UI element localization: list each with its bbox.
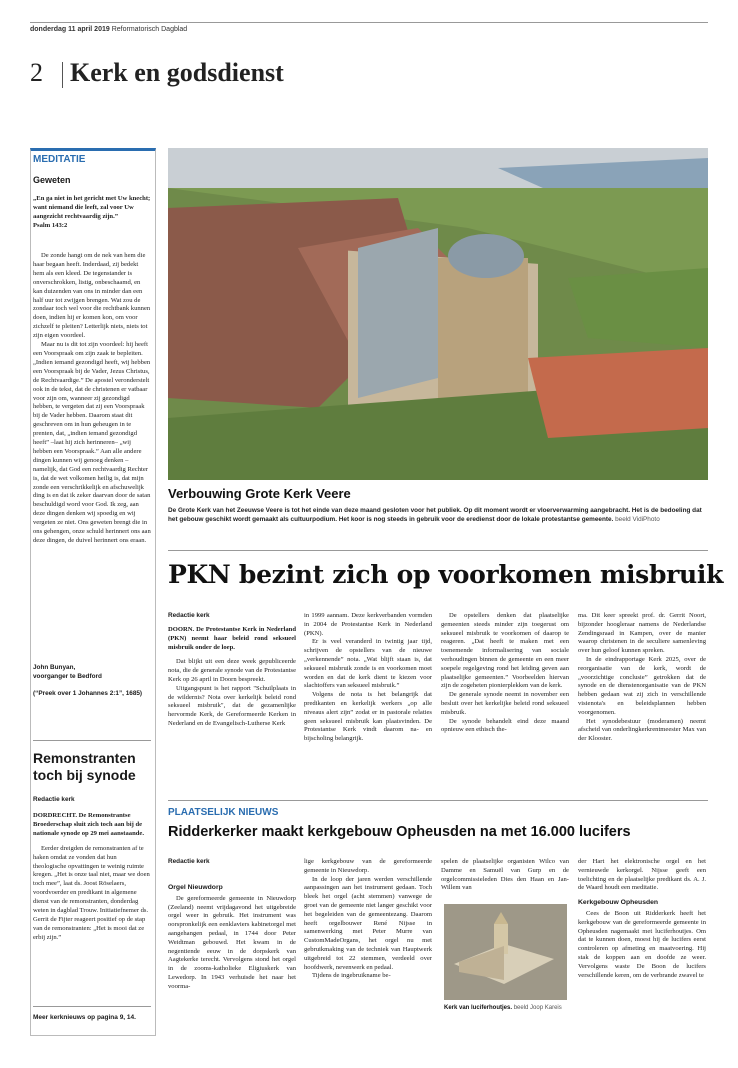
section-title: Kerk en godsdienst bbox=[70, 58, 284, 87]
more-news-link[interactable]: Meer kerknieuws op pagina 9, 14. bbox=[33, 1014, 136, 1021]
meditatie-quote: „En ga niet in het gericht met Uw knecht; want niemand die leeft, zal voor Uw aangezicht rechtvaardig zijn.” Psalm 143:2 bbox=[33, 195, 151, 229]
divider bbox=[168, 800, 708, 801]
pkn-col-2: in 1999 aannam. Deze kerkverbanden vormden in 2004 de Protestantse Kerk in Nederland (PKN). Er is veel veranderd in twintig jaar tijd, schrijven de opstellers van de nieuwe „verkennende” nota. „Wat blijft staan is, dat seksueel misbruik zonde is en voorkomen moet worden en dat de kerk dient te kiezen voor slachtoffers van seksueel misbruik.” Volgens de nota is het belangrijk dat predikanten en kerkelijk werkers „op alle niveaus alert zijn” zodat er in pastorale relaties geen seksueel misbruik kan plaatsvinden. De Protestantse Kerk vindt daarom na- en bijscholing belangrijk. bbox=[304, 612, 432, 743]
dateline: donderdag 11 april 2019 Reformatorisch Dagblad bbox=[30, 22, 708, 33]
meditatie-label: MEDITATIE bbox=[33, 154, 86, 165]
meditatie-author: John Bunyan, voorganger te Bedford (“Preek over 1 Johannes 2:1”, 1685) bbox=[33, 664, 143, 697]
aerial-photo bbox=[168, 148, 708, 480]
page-number: 2 bbox=[30, 58, 43, 87]
organ-caption: Kerk van luciferhoutjes. beeld Joop Kareis bbox=[444, 1005, 562, 1011]
plaatselijk-col-2: lige kerkgebouw van de gereformeerde gemeente in Nieuwdorp. In de loop der jaren werden verschillende aanpassingen aan het instrument gedaan. Toch bleek het orgel (acht stemmen) vanwege de groei van de gemeente niet langer geschikt voor het begeleiden van de gemeentezang. Daarom heeft orgelbouwer René Nijsse in samenwerking met Peter Murre van CustomMadeOrgans, het orgel nu met gebruikmaking van de techniek van Hauptwerk uitgebreid tot 22 stemmen, verdeeld over hoofdwerk, nevenwerk en pedaal. Tijdens de ingebruikname be- bbox=[304, 858, 432, 980]
sidebar-divider bbox=[33, 740, 151, 741]
remonstranten-headline: Remonstranten toch bij synode bbox=[33, 750, 136, 783]
divider bbox=[168, 550, 708, 551]
plaatselijk-label: PLAATSELIJK NIEUWS bbox=[168, 807, 279, 818]
pkn-col-3: De opstellers denken dat plaatselijke gemeenten steeds minder zijn toegerust om seksueel misbruik te voorkomen of daarop te reageren. „Dat heeft te maken met een toenemende informalisering van sociale verhoudingen binnen de gemeente en een meer soepele regelgeving rond het leiding geven aan plaatselijke gemeenten.” Voorbeelden hiervan zijn de zogeheten pionierplekken van de kerk. De generale synode neemt in november een besluit over het kerkelijke beleid rond seksueel misbruik. De synode behandelt eind deze maand opnieuw een ethisch the- bbox=[441, 612, 569, 734]
plaatselijk-col-3: spelen de plaatselijke organisten Wilco van Damme en Samuël van Gurp en de orgelcommissieleden Dies den Haan en Jan-Willem van bbox=[441, 858, 569, 892]
remonstranten-body: DORDRECHT. De Remonstrantse Broederschap sluit zich toch aan bij de nationale synode op 29 mei aanstaande. Eerder dreigden de remonstranten af te haken omdat ze vonden dat hun theologische opvattingen te weinig ruimte kregen. „Het is onze taal niet, maar we doen toch mee”, laat ds. Joost Röselaers, voordvoerder en predikant in algemene dienst van de remonstranten, donderdag weten in dagblad Trouw. Initiatiefnemer ds. Gerrit de Fijter reageert positief op de stap van de remonstranten: „Het is mooi dat ze erbij zijn.” bbox=[33, 812, 150, 941]
veere-church-photo bbox=[168, 148, 708, 480]
meditatie-body: De zonde hangt om de nek van hem die haar begaan heeft. Inderdaad, zij bedekt hem als een kleed. De tegenstander is onverschrokken, listig, onbeschaamd, en kan duizenden van ons in minder dan een half uur tot zwijgen brengen. Wat zou de zondaar toch wel voor die rechtbank kunnen doen, indien hij er komen kon, om voor zichzelf te pleiten? Letterlijk niets, niets tot zijn eigen voordeel. Maar nu is dit tot zijn voordeel: hij heeft een Voorspraak om zijn zaak te bepleiten. „Indien iemand gezondigd heeft, wij hebben een Voorspraak bij de Vader, Jezus Christus, de Rechtvaardige.” De apostel veronderstelt ook in de tekst, dat de christenen er vatbaar voor zijn om, wanneer zij gezondigd hebben, te vergeten dat zij een Voorspraak bij de Vader hebben. Daarom staat dit geschreven om in hun geheugen in te prenten, dat, „indien iemand gezondigd heeft” –laat hij zich herinneren– „wij hebben een Voorspraak.” Aan alle andere dingen kunnen wij genoeg denken –namelijk, dat God een rechtvaardig Rechter is, dat de wet volkomen heilig is, dat mijn zonde een verschrikkelijk en afschuwelijk ding is en dat ik zeker daarvan door de satan beschuldigd word voor God. Ik zeg, aan deze dingen denken wij spoedig en wij vergeten ze niet. Ons geweten brengt die in ons gehengen, onze schuld herinnert ons aan deze dingen, de duivel herinnert ons eraan. bbox=[33, 252, 151, 544]
photo-caption: De Grote Kerk van het Zeeuwse Veere is tot het einde van deze maand gesloten voor het publiek. Op dit moment wordt er vloerverwarming aangebracht. Het is de bedoeling dat het gebouw geschikt wordt gemaakt als cultuurpodium. Het koor is nog steeds in gebruik voor de eredienst door de lokale protestantse gemeente. beeld VidiPhoto bbox=[168, 507, 702, 523]
pkn-col-1: DOORN. De Protestantse Kerk in Nederland (PKN) neemt haar beleid rond seksueel misbruik onder de loep. Dat blijkt uit een deze week gepubliceerde nota, die de generale synode van de Protestantse Kerk op 26 april in Doorn bespreekt. Uitgangspunt is het rapport "Schuilplaats in de wildernis? Nota over kerkelijk beleid rond seksueel misbruik", dat de gezamenlijke hervormde Kerk, de Gereformeerde Kerken in Nederland en de Evangelisch-Lutherse Kerk bbox=[168, 626, 296, 727]
plaatselijk-col-1: Orgel Nieuwdorp De gereformeerde gemeente in Nieuwdorp (Zeeland) neemt vrijdagavond het uitgebreide orgel weer in gebruik. Het instrument was oorspronkelijk een eenklaviers kabinetorgel met aangehangen pedaal, in 1744 door Peter Weidtman gebouwd. Het kwam in de negentiende eeuw in de dorpskerk van Aagtekerke terecht. Vervolgens stond het orgel in de zooms-katholieke Eligiuskerk van Lewedorp. In 1943 verhuisde het naar het voorma- bbox=[168, 884, 296, 990]
plaatselijk-byline: Redactie kerk bbox=[168, 858, 210, 865]
remonstranten-byline: Redactie kerk bbox=[33, 796, 75, 803]
meditatie-title: Geweten bbox=[33, 175, 71, 185]
ridderkerk-headline: Ridderkerker maakt kerkgebouw Opheusden na met 16.000 lucifers bbox=[168, 824, 631, 840]
church-model-photo bbox=[444, 904, 567, 1000]
pkn-byline: Redactie kerk bbox=[168, 612, 210, 619]
plaatselijk-col-4: der Hart het elektronische orgel en het vernieuwde kerkorgel. Nijsse geeft een toelichting en de plaatselijke predikant ds. A. J. de Waard houdt een meditatie. Kerkgebouw Opheusden Cees de Boon uit Ridderkerk heeft het kerkgebouw van de gereformeerde gemeente in Opheusden nagemaakt met luciferhoutjes. Om dat te kunnen doen, moest hij de lucifers eerst controleren op afmeting en maatvoering. Hij stak de koppen aan en doofde ze weer. Vervolgens waste De Boon de lucifers verschillende keren, om de verbrande zwavel te bbox=[578, 858, 706, 979]
section-divider bbox=[62, 62, 63, 88]
photo-headline: Verbouwing Grote Kerk Veere bbox=[168, 486, 351, 501]
sidebar-divider bbox=[33, 1006, 151, 1007]
pkn-col-4: ma. Dit keer spreekt prof. dr. Gerrit Noort, bijzonder hoogleraar namens de Nederlandse Zendingsraad in Kampen, over de manier waarop christenen in de seculiere samenleving over hun geloof kunnen spreken. In de eindrapportage Kerk 2025, over de reorganisatie van de kerk, wordt de „voorzichtige conclusie” getrokken dat de synode en de dienstenorganisatie van de PKN hebben gedaan wat zij zich in verschillende visienota's en beleidsplannen hebben voorgenomen. Het synodebestuur (moderamen) neemt afscheid van onderlingkerkrentmeester Max van der Klooster. bbox=[578, 612, 706, 743]
pkn-headline: PKN bezint zich op voorkomen misbruik bbox=[168, 560, 724, 589]
matchstick-church-photo bbox=[444, 904, 567, 1000]
